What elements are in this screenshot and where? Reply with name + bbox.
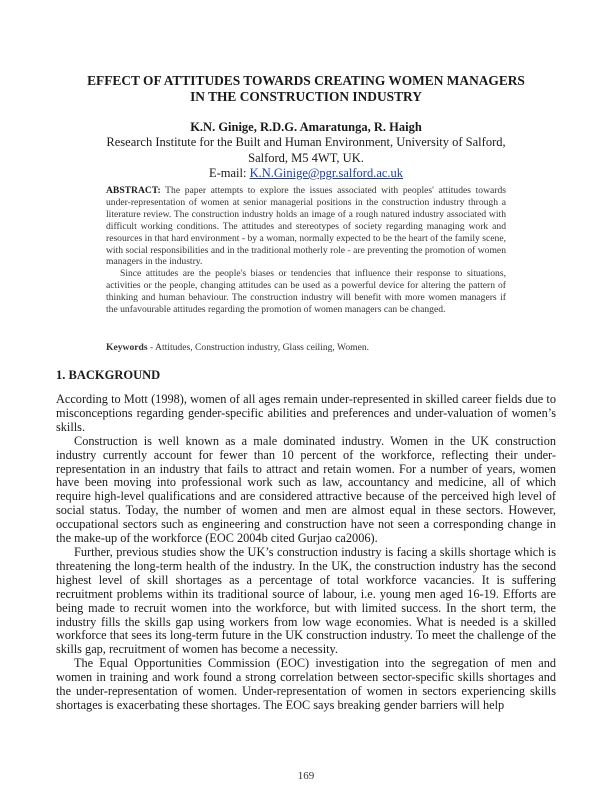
- author-list: K.N. Ginige, R.D.G. Amaratunga, R. Haigh: [190, 120, 422, 134]
- page-number: 169: [297, 770, 315, 782]
- title-line-1: EFFECT OF ATTITUDES TOWARDS CREATING WOMEN MANAGERS: [87, 73, 525, 88]
- affiliation: [56, 135, 556, 182]
- body-paragraph-1: According to Mott (1998), women of all ages remain under-represented in skilled career fields due to misconceptions regarding gender-specific abilities and preferences and under-valuation of women’s skills.: [56, 392, 556, 434]
- email-label: E-mail:: [208, 166, 250, 180]
- email-line: [56, 166, 556, 182]
- abstract-label: ABSTRACT:: [106, 185, 161, 196]
- keywords-text: - Attitudes, Construction industry, Glass ceiling, Women.: [147, 342, 370, 353]
- keywords-label: Keywords: [106, 342, 148, 353]
- abstract-paragraph-1: [106, 185, 506, 268]
- affiliation-line-2: Salford, M5 4WT, UK.: [248, 150, 364, 165]
- abstract-paragraph-2: Since attitudes are the people's biases or tendencies that influence their response to situations, activities or the people, changing attitudes can be used as a powerful device for altering the pattern of thinking and human behaviour. The construction industry will benefit with more women managers if the unfavourable attitudes regarding the promotion of women managers can be changed.: [106, 268, 506, 316]
- body-text: [56, 393, 556, 713]
- affiliation-line-1: Research Institute for the Built and Human Environment, University of Salford,: [106, 135, 506, 149]
- body-paragraph-2: Construction is well known as a male dominated industry. Women in the UK construction industry currently account for fewer than 10 percent of the workforce, reflecting their under-representation in an industry that fails to attract and retain women. For a number of years, women have been moving into professional work such as law, accountancy and medicine, all of which require high-level qualifications and are considered attractive because of the perceived high level of social status. Today, the number of women and men are almost equal in these sectors. However, occupational sectors such as engineering and construction have not seen a corresponding change in the make-up of the workforce (EOC 2004b cited Gurjao ca2006).: [56, 433, 556, 546]
- body-paragraph-4: The Equal Opportunities Commission (EOC) investigation into the segregation of men and women in training and work found a strong correlation between sector-specific skills shortages and the under-representation of women. Under-representation of women in sectors experiencing skills shortages is exacerbating these shortages. The EOC says breaking gender barriers will help: [56, 656, 556, 712]
- paper-title: [56, 73, 556, 105]
- abstract-text-1: The paper attempts to explore the issues associated with peoples' attitudes towards under-representation of women at senior managerial positions in the construction industry through a literature review. The construction industry holds an image of a rough natured industry associated with difficult working conditions. The attitudes and stereotypes of society regarding managing work and resources in that hard environment - by a woman, normally expected to be the heart of the family scene, with social responsibilities and in the traditional motherly role - are preventing the promotion of women managers in the industry.: [106, 185, 506, 268]
- body-paragraph-3: Further, previous studies show the UK’s construction industry is facing a skills shortage which is threatening the long-term health of the industry. In the UK, the construction industry has the second highest level of skill shortages as a percentage of total workforce vacancies. It is suffering recruitment problems within its traditional source of labour, i.e. young men aged 16-19. Efforts are being made to recruit women into the workforce, but with limited success. In the short term, the industry fills the skills gap using workers from low wage economies. What is needed is a skilled workforce that sees its long-term future in the UK construction industry. To meet the challenge of the skills gap, recruitment of women has become a necessity.: [56, 544, 556, 657]
- email-link[interactable]: K.N.Ginige@pgr.salford.ac.uk: [249, 166, 404, 180]
- keywords: [106, 342, 506, 354]
- title-line-2: IN THE CONSTRUCTION INDUSTRY: [190, 89, 422, 104]
- abstract: [106, 185, 506, 316]
- section-heading: 1. BACKGROUND: [56, 368, 161, 382]
